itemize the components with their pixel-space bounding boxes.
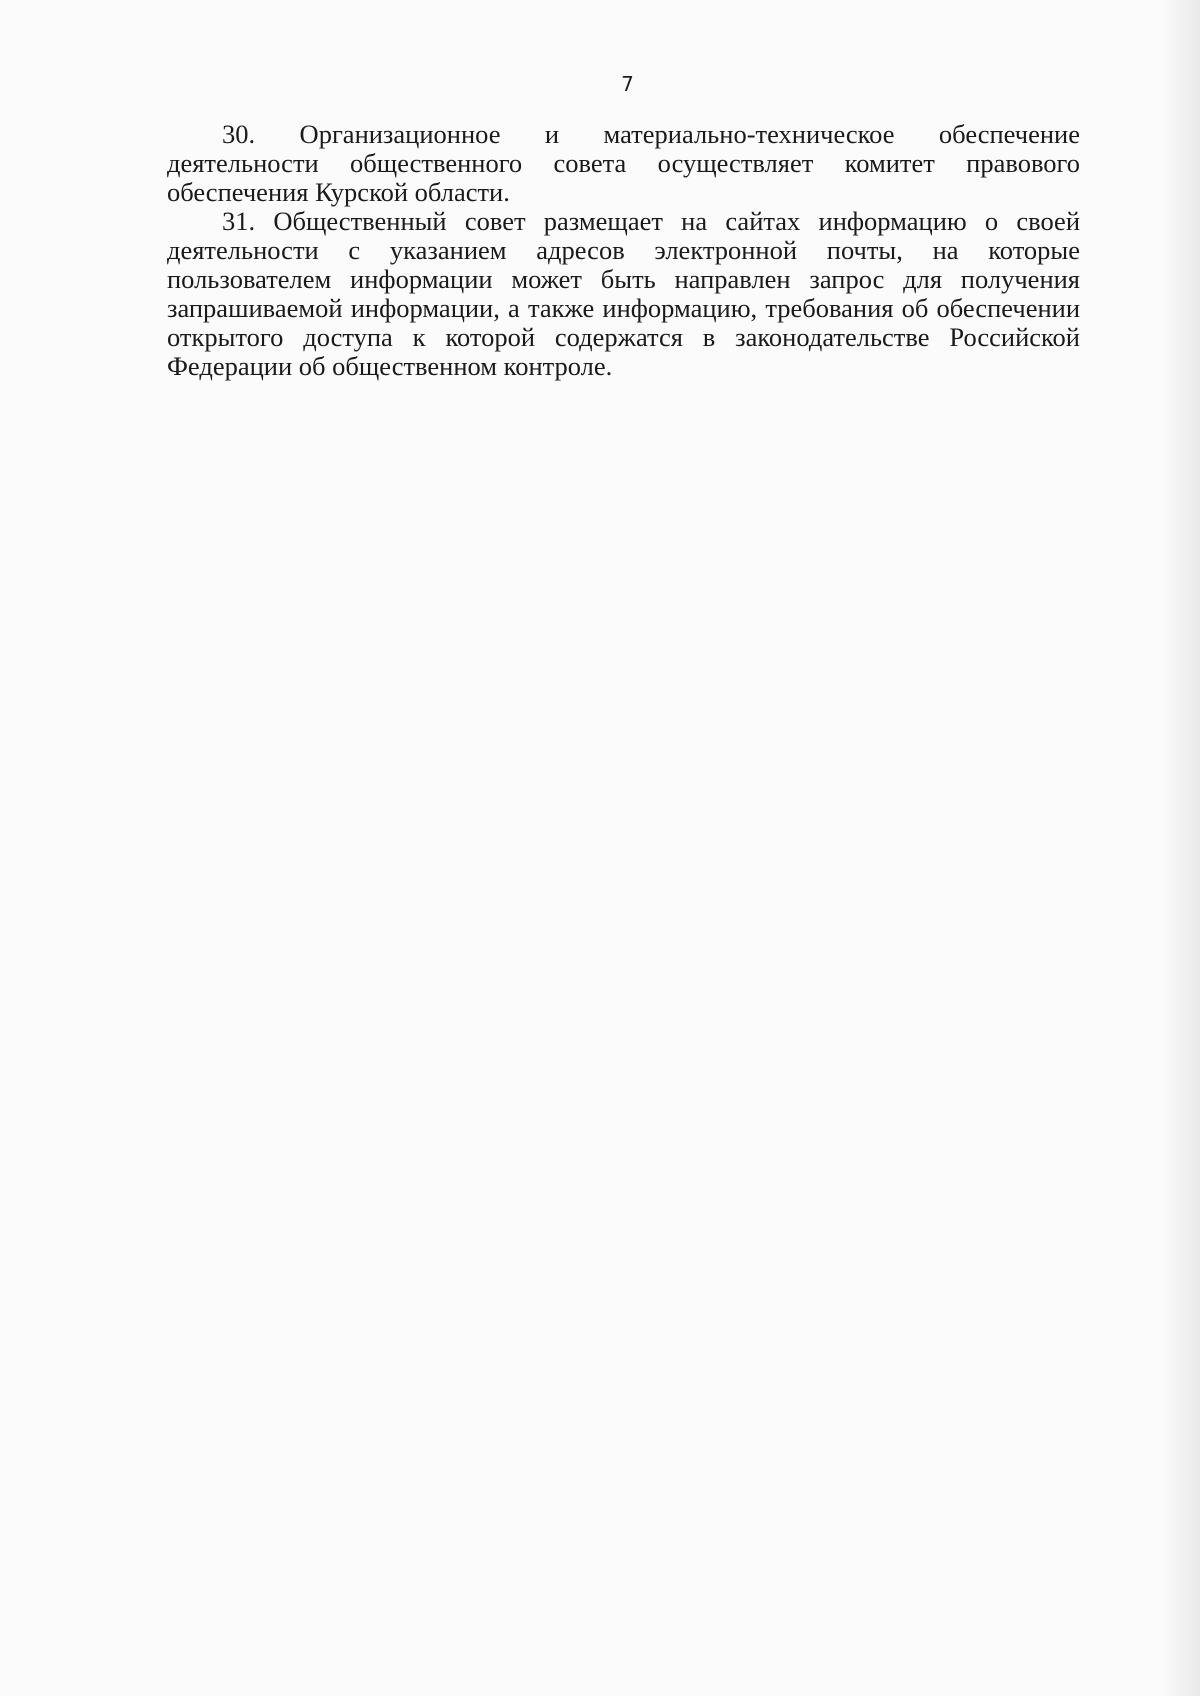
paragraph-31: 31. Общественный совет размещает на сайтах информацию о своей деятельности с указанием адресов электронной почты, на которые пользователем информации может быть направлен запрос для получения запрашиваемой информации, а также информацию, требования об обеспечении открытого доступа к которой содержатся в законодательстве Российской Федерации об общественном контроле. xyxy=(167,206,1080,381)
document-body xyxy=(167,120,1080,381)
paragraph-30: 30. Организационное и материально-техническое обеспечение деятельности общественного совета осуществляет комитет правового обеспечения Курской области. xyxy=(167,119,1080,207)
page-number: 7 xyxy=(621,72,634,96)
scan-edge-shadow xyxy=(1162,0,1200,1696)
